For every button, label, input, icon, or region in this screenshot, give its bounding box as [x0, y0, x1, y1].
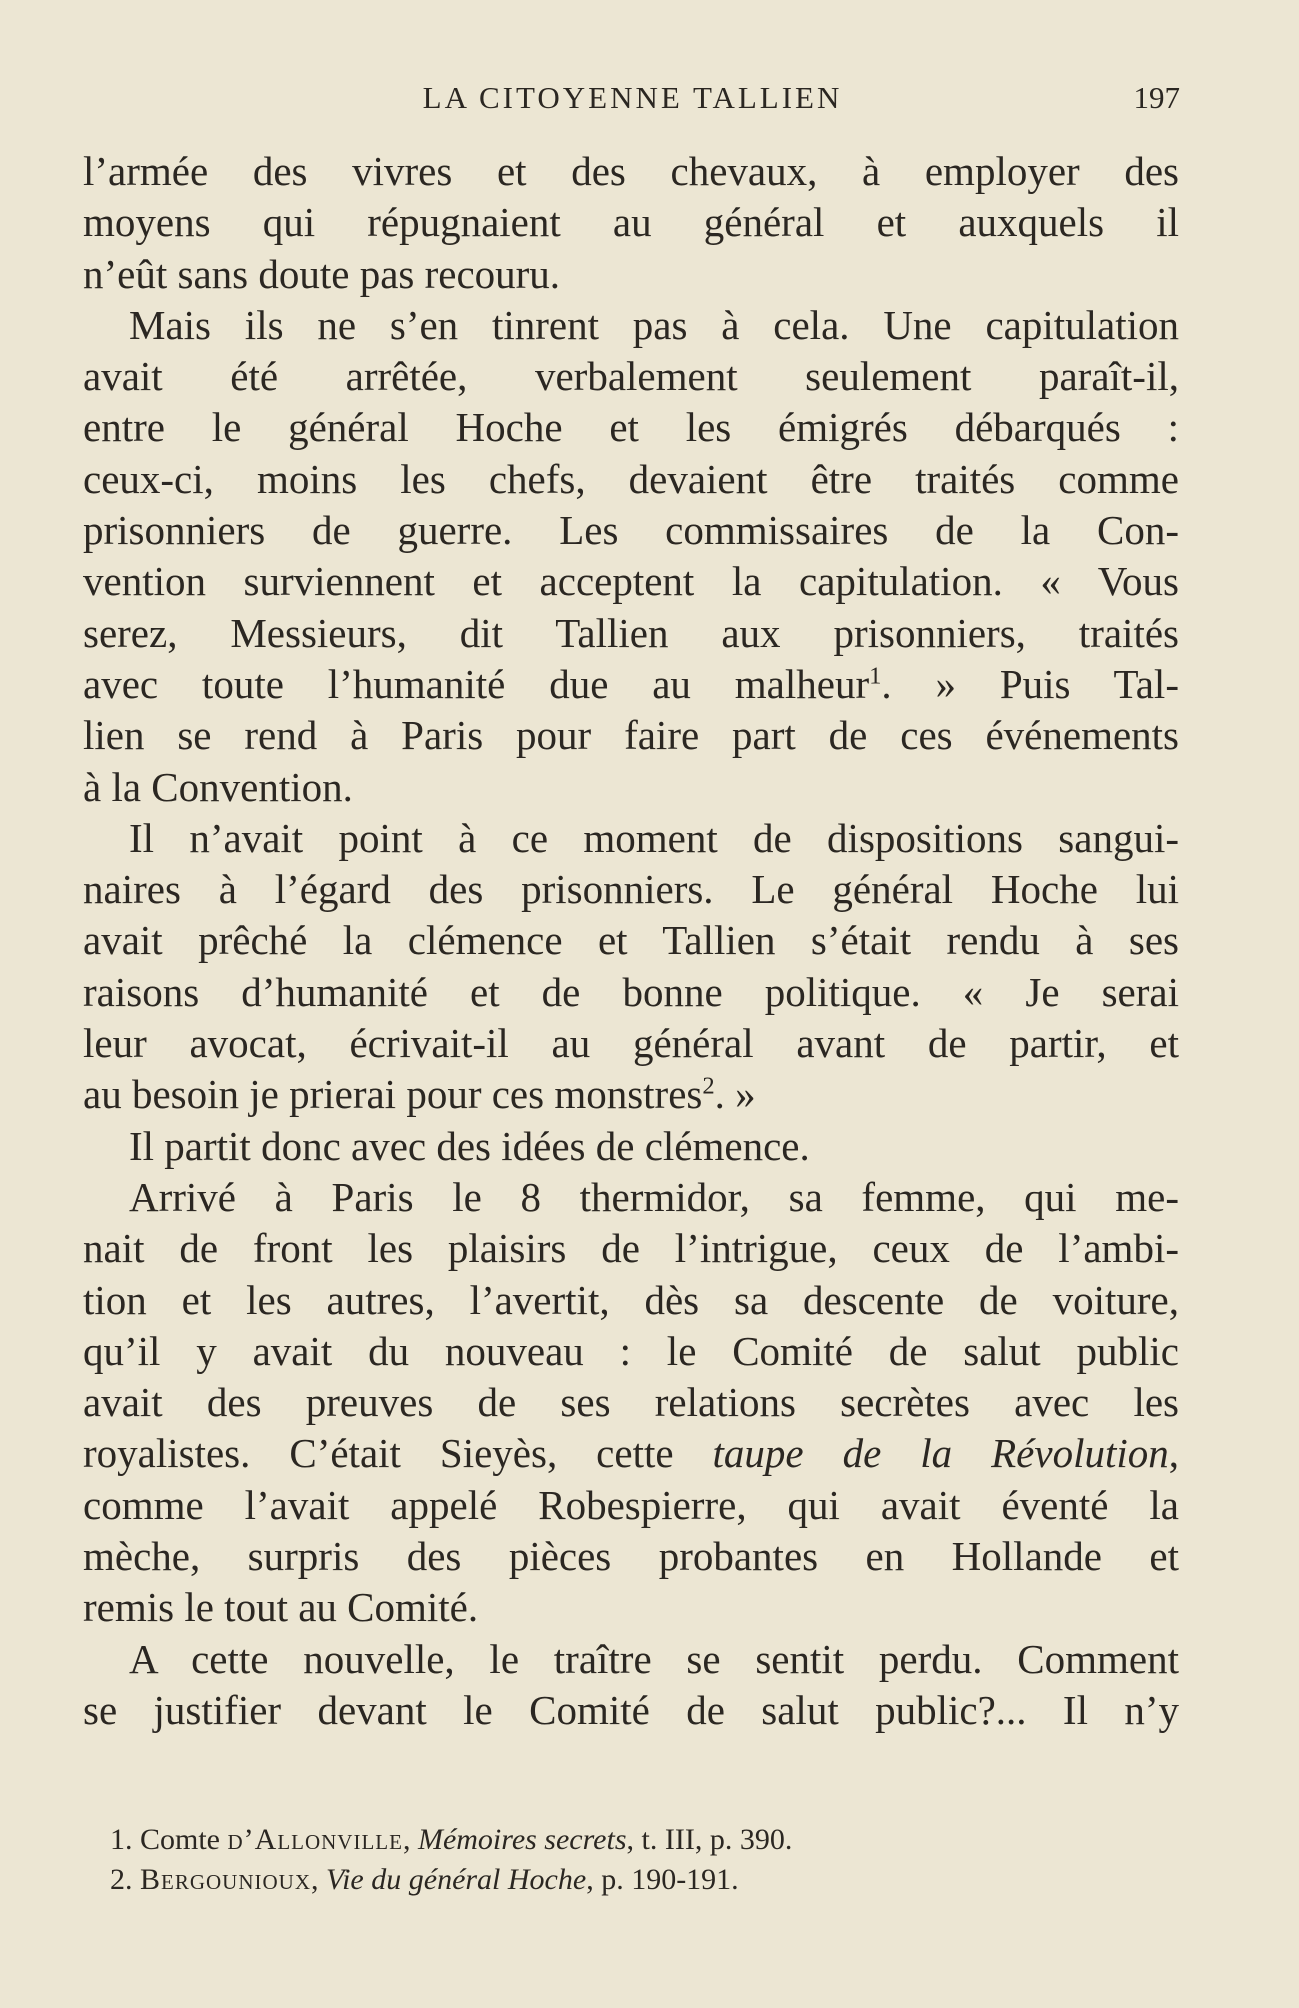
- text-segment: avec toute l’humanité due au malheur: [83, 660, 870, 707]
- running-title: LA CITOYENNE TALLIEN: [422, 80, 843, 115]
- footnote-text: , t. III, p. 390.: [626, 1823, 793, 1856]
- text-line: [83, 1428, 1179, 1479]
- text-line: moyens qui répugnaient au général et auxquels il: [83, 199, 1179, 246]
- text-segment: ,: [1168, 1430, 1179, 1477]
- text-line: n’eût sans doute pas recouru.: [83, 250, 561, 297]
- text-line: comme l’avait appelé Robespierre, qui avait éventé la: [83, 1481, 1179, 1528]
- footnote-mark: 2: [702, 1072, 715, 1100]
- text-line: entre le général Hoche et les émigrés débarqués :: [83, 404, 1179, 451]
- text-line: serez, Messieurs, dit Tallien aux prisonniers, traités: [83, 609, 1179, 656]
- footnote-text: , p. 190-191.: [586, 1863, 739, 1896]
- text-line: mèche, surpris des pièces probantes en Hollande et: [83, 1533, 1179, 1580]
- text-line: Arrivé à Paris le 8 thermidor, sa femme, qui me-: [129, 1173, 1179, 1220]
- footnote-author: Bergounioux: [140, 1863, 311, 1896]
- text-line: avait été arrêtée, verbalement seulement paraît-il,: [83, 353, 1179, 400]
- text-line: l’armée des vivres et des chevaux, à employer des: [83, 148, 1179, 194]
- text-segment: . »: [714, 1071, 756, 1118]
- footnote-title: Mémoires secrets: [417, 1823, 627, 1856]
- body-text: [83, 146, 1179, 1736]
- footnote-1: 1. Comte d’Allonville, Mémoires secrets, t. III, p. 390.: [110, 1823, 793, 1856]
- text-line: Mais ils ne s’en tinrent pas à cela. Une capitulation: [129, 301, 1179, 348]
- text-line: raisons d’humanité et de bonne politique. « Je serai: [83, 968, 1179, 1015]
- text-segment: . » Puis Tal-: [881, 660, 1179, 707]
- text-line: nait de front les plaisirs de l’intrigue, ceux de l’ambi-: [83, 1225, 1179, 1272]
- text-line: prisonniers de guerre. Les commissaires de la Con-: [83, 507, 1179, 554]
- text-line: se justifier devant le Comité de salut public?... Il n’y: [83, 1686, 1179, 1733]
- text-line: remis le tout au Comité.: [83, 1584, 479, 1631]
- footnote-text: Comte: [140, 1823, 228, 1856]
- text-line: lien se rend à Paris pour faire part de ces événements: [83, 712, 1179, 759]
- text-line: Il n’avait point à ce moment de dispositions sangui-: [129, 814, 1179, 861]
- text-line: naires à l’égard des prisonniers. Le général Hoche lui: [83, 866, 1179, 913]
- footnote-number: 1.: [110, 1823, 133, 1856]
- text-line: [83, 1069, 1179, 1120]
- text-line: vention surviennent et acceptent la capitulation. « Vous: [83, 558, 1179, 605]
- text-line: [83, 659, 1179, 710]
- text-line: Il partit donc avec des idées de clémence.: [129, 1122, 810, 1169]
- running-header: [85, 80, 1180, 124]
- text-segment: royalistes. C’était Sieyès, cette: [83, 1430, 713, 1477]
- page-number: 197: [1133, 80, 1180, 115]
- text-line: tion et les autres, l’avertit, dès sa descente de voiture,: [83, 1276, 1179, 1323]
- footnote-title: Vie du général Hoche: [326, 1863, 587, 1896]
- text-line: leur avocat, écrivait-il au général avant de partir, et: [83, 1020, 1179, 1067]
- footnote-2: 2. Bergounioux, Vie du général Hoche, p. 190-191.: [110, 1863, 739, 1896]
- text-line: avait des preuves de ses relations secrètes avec les: [83, 1379, 1179, 1426]
- italic-phrase: taupe de la Révolution: [712, 1430, 1169, 1477]
- text-line: à la Convention.: [83, 763, 353, 810]
- text-segment: au besoin je prierai pour ces monstres: [83, 1071, 703, 1118]
- text-line: avait prêché la clémence et Tallien s’était rendu à ses: [83, 917, 1179, 964]
- footnote-number: 2.: [110, 1863, 133, 1896]
- text-line: A cette nouvelle, le traître se sentit perdu. Comment: [129, 1635, 1179, 1682]
- footnotes: [110, 1820, 1110, 1900]
- text-line: qu’il y avait du nouveau : le Comité de salut public: [83, 1327, 1179, 1374]
- text-line: ceux-ci, moins les chefs, devaient être traités comme: [83, 455, 1179, 502]
- footnote-author: d’Allonville: [227, 1823, 403, 1856]
- footnote-mark: 1: [869, 662, 882, 690]
